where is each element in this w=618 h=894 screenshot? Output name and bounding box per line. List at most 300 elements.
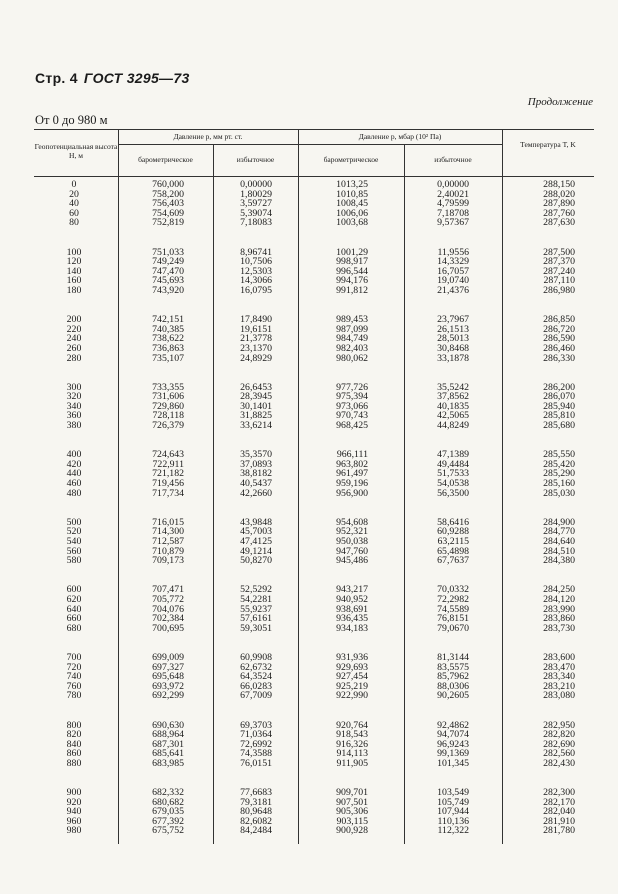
table-cell: 922,990 <box>336 690 368 702</box>
row-group <box>310 788 368 836</box>
table-cell: 300 <box>66 381 82 393</box>
table-cell: 947,760 <box>336 545 368 557</box>
column-header-height: Геопотенциальная высота H, м <box>34 142 118 160</box>
table-cell: 76,0151 <box>240 757 272 769</box>
page-number: Стр. 4 <box>35 70 78 86</box>
table-cell: 959,196 <box>336 478 368 490</box>
table-cell: 286,070 <box>543 391 575 403</box>
table-cell: 716,015 <box>152 516 184 528</box>
table-cell: 738,622 <box>152 333 184 345</box>
table-cell: 180 <box>66 284 82 296</box>
table-cell: 680 <box>66 622 82 634</box>
table-cell: 996,544 <box>336 265 368 277</box>
row-group <box>34 653 114 701</box>
table-cell: 909,701 <box>336 787 368 799</box>
table-cell: 285,680 <box>543 420 575 432</box>
table-cell: 280 <box>66 352 82 364</box>
table-cell: 284,640 <box>543 536 575 547</box>
table-cell: 1,80029 <box>240 188 272 200</box>
table-cell: 905,306 <box>336 806 368 818</box>
table-cell: 24,8929 <box>240 352 272 364</box>
table-cell: 740,385 <box>152 323 184 335</box>
table-cell: 320 <box>66 391 82 403</box>
table-cell: 55,9237 <box>240 603 272 615</box>
row-group <box>118 383 184 431</box>
table-cell: 283,340 <box>543 671 575 683</box>
table-cell: 286,590 <box>543 333 575 345</box>
table-cell: 998,917 <box>336 256 368 268</box>
table-cell: 85,7962 <box>437 671 469 683</box>
table-cell: 287,370 <box>543 256 575 268</box>
table-cell: 284,120 <box>543 593 575 605</box>
table-cell: 33,6214 <box>240 420 272 432</box>
table-cell: 0,00000 <box>437 179 469 190</box>
table-cell: 700 <box>66 651 82 663</box>
row-group <box>415 585 469 633</box>
table-cell: 880 <box>66 757 82 769</box>
table-cell: 699,009 <box>152 651 184 663</box>
row-group <box>520 585 575 633</box>
row-group <box>520 653 575 701</box>
table-cell: 954,608 <box>336 516 368 528</box>
table-cell: 28,5013 <box>437 333 469 345</box>
table-cell: 286,200 <box>543 381 575 393</box>
table-cell: 7,18708 <box>437 207 469 219</box>
table-cell: 9,57367 <box>437 217 469 229</box>
table-cell: 620 <box>66 593 82 605</box>
table-cell: 40,5437 <box>240 478 272 490</box>
table-cell: 281,910 <box>543 815 575 827</box>
table-cell: 105,749 <box>437 796 469 808</box>
table-cell: 754,609 <box>152 207 184 219</box>
table-cell: 92,4862 <box>437 719 469 731</box>
table-cell: 287,760 <box>543 207 575 219</box>
table-cell: 929,693 <box>336 661 368 673</box>
table-cell: 49,4484 <box>437 458 469 470</box>
table-cell: 42,5065 <box>437 410 469 422</box>
table-cell: 729,860 <box>152 400 184 412</box>
table-cell: 1006,06 <box>336 207 368 219</box>
row-group <box>118 788 184 836</box>
table-cell: 980,062 <box>336 352 368 364</box>
row-group <box>210 721 272 769</box>
row-group <box>118 585 184 633</box>
row-group <box>310 653 368 701</box>
table-cell: 340 <box>66 400 82 412</box>
table-cell: 284,900 <box>543 516 575 528</box>
table-cell: 920 <box>66 796 82 808</box>
table-cell: 709,173 <box>152 555 184 567</box>
table-cell: 282,950 <box>543 719 575 731</box>
table-cell: 14,3329 <box>437 256 469 268</box>
table-cell: 284,380 <box>543 555 575 567</box>
table-cell: 540 <box>66 536 82 547</box>
table-cell: 286,850 <box>543 314 575 326</box>
table-cell: 120 <box>66 256 82 268</box>
table-cell: 160 <box>66 275 82 287</box>
table-cell: 101,345 <box>437 757 469 769</box>
table-cell: 43,9848 <box>240 516 272 528</box>
table-cell: 103,549 <box>437 787 469 799</box>
column-header-pressure-mm: Давление p, мм рт. ст. <box>173 132 243 141</box>
table-cell: 288,020 <box>543 188 575 200</box>
row-group <box>210 450 272 498</box>
table-cell: 950,038 <box>336 536 368 547</box>
row-group <box>415 383 469 431</box>
row-group <box>34 585 114 633</box>
table-cell: 931,936 <box>336 651 368 663</box>
row-group <box>415 315 469 363</box>
subheader-barometric-mm: барометрическое <box>138 155 193 164</box>
table-cell: 580 <box>66 555 82 567</box>
row-group <box>34 248 114 296</box>
table-cell: 1013,25 <box>336 179 368 190</box>
table-cell: 907,501 <box>336 796 368 808</box>
row-group <box>520 518 575 566</box>
table-cell: 719,456 <box>152 478 184 490</box>
table-cell: 925,219 <box>336 680 368 692</box>
table-cell: 4,79599 <box>437 198 469 210</box>
column-header-pressure-mbar: Давление p, мбар (10² Па) <box>358 132 442 141</box>
range-label: От 0 до 980 м <box>35 113 108 127</box>
table-cell: 65,4898 <box>437 545 469 557</box>
table-cell: 914,113 <box>336 748 368 760</box>
table-cell: 1003,68 <box>336 217 368 229</box>
table-cell: 736,863 <box>152 342 184 354</box>
table-cell: 12,5303 <box>240 265 272 277</box>
table-cell: 903,115 <box>336 815 368 827</box>
table-cell: 989,453 <box>336 314 368 326</box>
table-cell: 286,330 <box>543 352 575 364</box>
table-cell: 33,1878 <box>437 352 469 364</box>
table-cell: 77,6683 <box>240 787 272 799</box>
table-cell: 21,4376 <box>437 284 469 296</box>
table-cell: 800 <box>66 719 82 731</box>
table-cell: 918,543 <box>336 729 368 741</box>
table-cell: 67,7637 <box>437 555 469 567</box>
table-cell: 1010,85 <box>336 188 368 200</box>
table-cell: 714,300 <box>152 526 184 538</box>
table-cell: 911,905 <box>336 757 368 769</box>
table-cell: 88,0306 <box>437 680 469 692</box>
table-cell: 56,3500 <box>437 487 469 499</box>
table-cell: 751,033 <box>152 246 184 258</box>
table-cell: 740 <box>66 671 82 683</box>
barometric-mm-column <box>118 180 184 856</box>
table-cell: 287,110 <box>543 275 575 287</box>
page-header <box>35 70 190 86</box>
table-cell: 50,8270 <box>240 555 272 567</box>
table-cell: 966,111 <box>336 449 368 461</box>
table-cell: 934,183 <box>336 622 368 634</box>
table-cell: 283,860 <box>543 613 575 625</box>
row-group <box>210 180 272 228</box>
table-cell: 67,7009 <box>240 690 272 702</box>
table-cell: 74,3588 <box>240 748 272 760</box>
table-cell: 76,8151 <box>437 613 469 625</box>
table-cell: 1001,29 <box>336 246 368 258</box>
table-cell: 64,3524 <box>240 671 272 683</box>
table-cell: 281,780 <box>543 825 575 837</box>
row-group <box>310 518 368 566</box>
table-cell: 900,928 <box>336 825 368 837</box>
table-cell: 283,080 <box>543 690 575 702</box>
table-cell: 900 <box>66 787 82 799</box>
row-group <box>520 180 575 228</box>
table-cell: 760,000 <box>152 179 184 190</box>
table-cell: 956,900 <box>336 487 368 499</box>
table-cell: 600 <box>66 584 82 596</box>
table-cell: 11,9556 <box>437 246 469 258</box>
table-cell: 916,326 <box>336 738 368 750</box>
table-cell: 704,076 <box>152 603 184 615</box>
table-cell: 52,5292 <box>240 584 272 596</box>
row-group <box>520 450 575 498</box>
subheader-barometric-mbar: барометрическое <box>323 155 379 164</box>
table-cell: 70,0332 <box>437 584 469 596</box>
table-cell: 675,752 <box>152 825 184 837</box>
continuation-label: Продолжение <box>527 96 593 108</box>
table-cell: 19,0740 <box>437 275 469 287</box>
table-cell: 695,648 <box>152 671 184 683</box>
table-cell: 21,3778 <box>240 333 272 345</box>
table-cell: 460 <box>66 478 82 490</box>
row-group <box>415 518 469 566</box>
table-cell: 96,9243 <box>437 738 469 750</box>
table-cell: 200 <box>66 314 82 326</box>
table-cell: 677,392 <box>152 815 184 827</box>
table-cell: 940 <box>66 806 82 818</box>
row-group <box>34 788 114 836</box>
table-cell: 140 <box>66 265 82 277</box>
row-group <box>210 383 272 431</box>
table-cell: 40,1835 <box>437 400 469 412</box>
table-cell: 440 <box>66 468 82 480</box>
table-cell: 42,2660 <box>240 487 272 499</box>
table-cell: 38,8182 <box>240 468 272 480</box>
table-cell: 749,249 <box>152 256 184 268</box>
table-cell: 5,39074 <box>240 207 272 219</box>
table-cell: 54,2281 <box>240 593 272 605</box>
row-group <box>310 383 368 431</box>
table-cell: 45,7003 <box>240 526 272 538</box>
table-cell: 60,9908 <box>240 651 272 663</box>
table-cell: 682,332 <box>152 787 184 799</box>
table-cell: 72,2982 <box>437 593 469 605</box>
table-cell: 287,500 <box>543 246 575 258</box>
table-cell: 60,9288 <box>437 526 469 538</box>
table-cell: 705,772 <box>152 593 184 605</box>
table-cell: 961,497 <box>336 468 368 480</box>
table-cell: 16,0795 <box>240 284 272 296</box>
row-group <box>118 180 184 228</box>
table-cell: 283,990 <box>543 603 575 615</box>
table-cell: 282,040 <box>543 806 575 818</box>
row-group <box>520 315 575 363</box>
table-cell: 285,550 <box>543 449 575 461</box>
table-cell: 963,802 <box>336 458 368 470</box>
table-cell: 936,435 <box>336 613 368 625</box>
excess-mbar-column <box>415 180 469 856</box>
table-cell: 724,643 <box>152 449 184 461</box>
table-cell: 680,682 <box>152 796 184 808</box>
excess-mm-column <box>210 180 272 856</box>
table-cell: 520 <box>66 526 82 538</box>
table-cell: 8,96741 <box>240 246 272 258</box>
table-cell: 57,6161 <box>240 613 272 625</box>
table-cell: 54,0538 <box>437 478 469 490</box>
table-cell: 19,6151 <box>240 323 272 335</box>
table-cell: 282,560 <box>543 748 575 760</box>
table-cell: 79,3181 <box>240 796 272 808</box>
table-cell: 35,3570 <box>240 449 272 461</box>
row-group <box>210 585 272 633</box>
table-cell: 282,300 <box>543 787 575 799</box>
table-cell: 640 <box>66 603 82 615</box>
table-cell: 10,7506 <box>240 256 272 268</box>
table-cell: 991,812 <box>336 284 368 296</box>
table-cell: 62,6732 <box>240 661 272 673</box>
row-group <box>34 383 114 431</box>
table-cell: 30,1401 <box>240 400 272 412</box>
table-cell: 707,471 <box>152 584 184 596</box>
table-cell: 285,810 <box>543 410 575 422</box>
table-cell: 728,118 <box>152 410 184 422</box>
row-group <box>118 450 184 498</box>
row-group <box>415 721 469 769</box>
row-group <box>210 315 272 363</box>
table-cell: 284,770 <box>543 526 575 538</box>
subheader-excess-mm: избыточное <box>236 155 275 164</box>
table-cell: 710,879 <box>152 545 184 557</box>
row-group <box>415 248 469 296</box>
row-group <box>118 248 184 296</box>
row-group <box>520 721 575 769</box>
table-cell: 287,240 <box>543 265 575 277</box>
table-cell: 112,322 <box>437 825 469 837</box>
table-cell: 7,18083 <box>240 217 272 229</box>
table-cell: 742,151 <box>152 314 184 326</box>
row-group <box>520 383 575 431</box>
table-cell: 982,403 <box>336 342 368 354</box>
row-group <box>310 180 368 228</box>
row-group <box>118 721 184 769</box>
table-cell: 400 <box>66 449 82 461</box>
table-cell: 660 <box>66 613 82 625</box>
row-group <box>415 653 469 701</box>
table-cell: 94,7074 <box>437 729 469 741</box>
table-cell: 977,726 <box>336 381 368 393</box>
table-cell: 17,8490 <box>240 314 272 326</box>
table-cell: 0,00000 <box>240 179 272 190</box>
table-cell: 920,764 <box>336 719 368 731</box>
table-cell: 28,3945 <box>240 391 272 403</box>
table-cell: 83,5575 <box>437 661 469 673</box>
table-cell: 973,066 <box>336 400 368 412</box>
subheader-excess-mbar: избыточное <box>434 155 472 164</box>
row-group <box>310 450 368 498</box>
row-group <box>118 518 184 566</box>
table-cell: 952,321 <box>336 526 368 538</box>
row-group <box>34 721 114 769</box>
table-cell: 500 <box>66 516 82 528</box>
row-group <box>34 450 114 498</box>
row-group <box>415 180 469 228</box>
table-cell: 927,454 <box>336 671 368 683</box>
table-cell: 3,59727 <box>240 198 272 210</box>
table-cell: 560 <box>66 545 82 557</box>
table-cell: 84,2484 <box>240 825 272 837</box>
table-cell: 66,0283 <box>240 680 272 692</box>
table-cell: 283,600 <box>543 651 575 663</box>
table-cell: 975,394 <box>336 391 368 403</box>
table-cell: 743,920 <box>152 284 184 296</box>
table-cell: 747,470 <box>152 265 184 277</box>
table-cell: 286,720 <box>543 323 575 335</box>
table-cell: 23,1370 <box>240 342 272 354</box>
table-cell: 687,301 <box>152 738 184 750</box>
row-group <box>415 450 469 498</box>
row-group <box>118 653 184 701</box>
table-cell: 360 <box>66 410 82 422</box>
row-group <box>310 315 368 363</box>
table-cell: 721,182 <box>152 468 184 480</box>
table-cell: 943,217 <box>336 584 368 596</box>
table-cell: 100 <box>66 246 82 258</box>
table-cell: 14,3066 <box>240 275 272 287</box>
table-cell: 820 <box>66 729 82 741</box>
table-cell: 712,587 <box>152 536 184 547</box>
table-cell: 960 <box>66 815 82 827</box>
table-cell: 23,7967 <box>437 314 469 326</box>
table-cell: 722,911 <box>152 458 184 470</box>
table-cell: 735,107 <box>152 352 184 364</box>
table-cell: 970,743 <box>336 410 368 422</box>
table-cell: 286,980 <box>543 284 575 296</box>
table-cell: 980 <box>66 825 82 837</box>
row-group <box>34 315 114 363</box>
table-cell: 284,250 <box>543 584 575 596</box>
table-cell: 110,136 <box>437 815 469 827</box>
row-group <box>118 315 184 363</box>
table-cell: 20 <box>69 188 79 200</box>
table-cell: 679,035 <box>152 806 184 818</box>
table-cell: 285,160 <box>543 478 575 490</box>
table-cell: 760 <box>66 680 82 692</box>
table-cell: 700,695 <box>152 622 184 634</box>
table-cell: 285,940 <box>543 400 575 412</box>
table-cell: 71,0364 <box>240 729 272 741</box>
table-cell: 99,1369 <box>437 748 469 760</box>
table-cell: 80 <box>69 217 79 229</box>
table-cell: 987,099 <box>336 323 368 335</box>
table-cell: 49,1214 <box>240 545 272 557</box>
row-group <box>520 788 575 836</box>
height-column <box>34 180 114 856</box>
table-cell: 286,460 <box>543 342 575 354</box>
table-cell: 288,150 <box>543 179 575 190</box>
barometric-mbar-column <box>310 180 368 856</box>
column-header-temperature: Температура T, K <box>520 140 576 149</box>
row-group <box>210 653 272 701</box>
table-cell: 16,7057 <box>437 265 469 277</box>
table-cell: 220 <box>66 323 82 335</box>
row-group <box>310 721 368 769</box>
table-cell: 683,985 <box>152 757 184 769</box>
table-cell: 287,890 <box>543 198 575 210</box>
table-cell: 37,8562 <box>437 391 469 403</box>
table-cell: 37,0893 <box>240 458 272 470</box>
